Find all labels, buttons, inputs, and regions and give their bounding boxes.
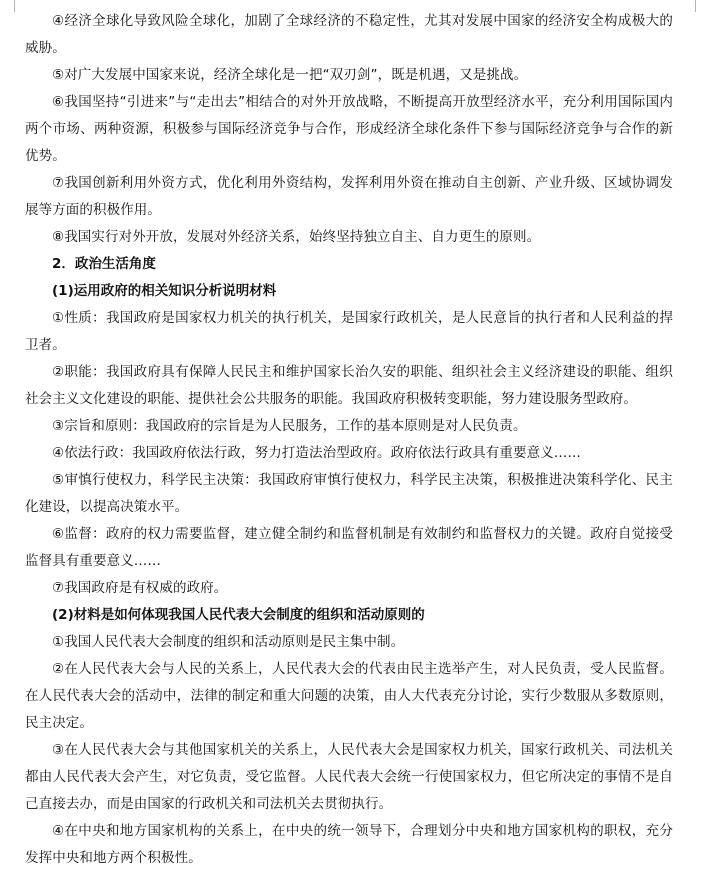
subsection-heading: (2)材料是如何体现我国人民代表大会制度的组织和活动原则的 bbox=[52, 607, 425, 623]
paragraph: ⑦我国政府是有权威的政府。 bbox=[52, 580, 228, 596]
paragraph: ⑦我国创新利用外资方式，优化利用外资结构，发挥利用外资在推动自主创新、产业升级、区域协调发展等方面的积极作用。 bbox=[25, 175, 673, 218]
section-heading: 2．政治生活角度 bbox=[52, 256, 156, 272]
paragraph: ⑥监督：政府的权力需要监督，建立健全制约和监督机制是有效制约和监督权力的关键。政府自觉接受监督具有重要意义…… bbox=[25, 526, 673, 569]
paragraph: ②在人民代表大会与人民的关系上，人民代表大会的代表由民主选举产生，对人民负责，受人民监督。在人民代表大会的活动中，法律的制定和重大问题的决策，由人大代表充分讨论，实行少数服从多数原则，民主决定。 bbox=[25, 661, 673, 731]
paragraph: ④依法行政：我国政府依法行政，努力打造法治型政府。政府依法行政具有重要意义…… bbox=[52, 445, 582, 461]
margin-corner-mark bbox=[14, 0, 15, 12]
paragraph: ⑤审慎行使权力，科学民主决策：我国政府审慎行使权力，科学民主决策，积极推进决策科学化、民主化建设，以提高决策水平。 bbox=[25, 472, 673, 515]
paragraph: ⑥我国坚持“引进来”与“走出去”相结合的对外开放战略，不断提高开放型经济水平，充分利用国际国内两个市场、两种资源，积极参与国际经济竞争与合作，形成经济全球化条件下参与国际经济竞争与合作的新优势。 bbox=[25, 94, 673, 164]
paragraph: ②职能：我国政府具有保障人民民主和维护国家长治久安的职能、组织社会主义经济建设的职能、组织社会主义文化建设的职能、提供社会公共服务的职能。我国政府积极转变职能，努力建设服务型政府。 bbox=[25, 364, 673, 407]
paragraph: ③在人民代表大会与其他国家机关的关系上，人民代表大会是国家权力机关，国家行政机关、司法机关都由人民代表大会产生，对它负责，受它监督。人民代表大会统一行使国家权力，但它所决定的事情不是自己直接去办，而是由国家的行政机关和司法机关去贯彻执行。 bbox=[25, 742, 673, 812]
paragraph: ①性质：我国政府是国家权力机关的执行机关，是国家行政机关，是人民意旨的执行者和人民利益的捍卫者。 bbox=[25, 310, 673, 353]
paragraph: ⑧我国实行对外开放，发展对外经济关系，始终坚持独立自主、自力更生的原则。 bbox=[52, 229, 541, 245]
margin-corner-mark bbox=[695, 0, 696, 12]
paragraph: ①我国人民代表大会制度的组织和活动原则是民主集中制。 bbox=[52, 634, 405, 650]
paragraph: ④在中央和地方国家机构的关系上，在中央的统一领导下，合理划分中央和地方国家机构的职权，充分发挥中央和地方两个积极性。 bbox=[25, 823, 673, 866]
paragraph: ④经济全球化导致风险全球化，加剧了全球经济的不稳定性，尤其对发展中国家的经济安全构成极大的威胁。 bbox=[25, 13, 673, 56]
document-body bbox=[25, 8, 673, 872]
paragraph: ③宗旨和原则：我国政府的宗旨是为人民服务，工作的基本原则是对人民负责。 bbox=[52, 418, 527, 434]
subsection-heading: (1)运用政府的相关知识分析说明材料 bbox=[52, 283, 277, 299]
paragraph: ⑤对广大发展中国家来说，经济全球化是一把“双刃剑”，既是机遇，又是挑战。 bbox=[52, 67, 528, 83]
